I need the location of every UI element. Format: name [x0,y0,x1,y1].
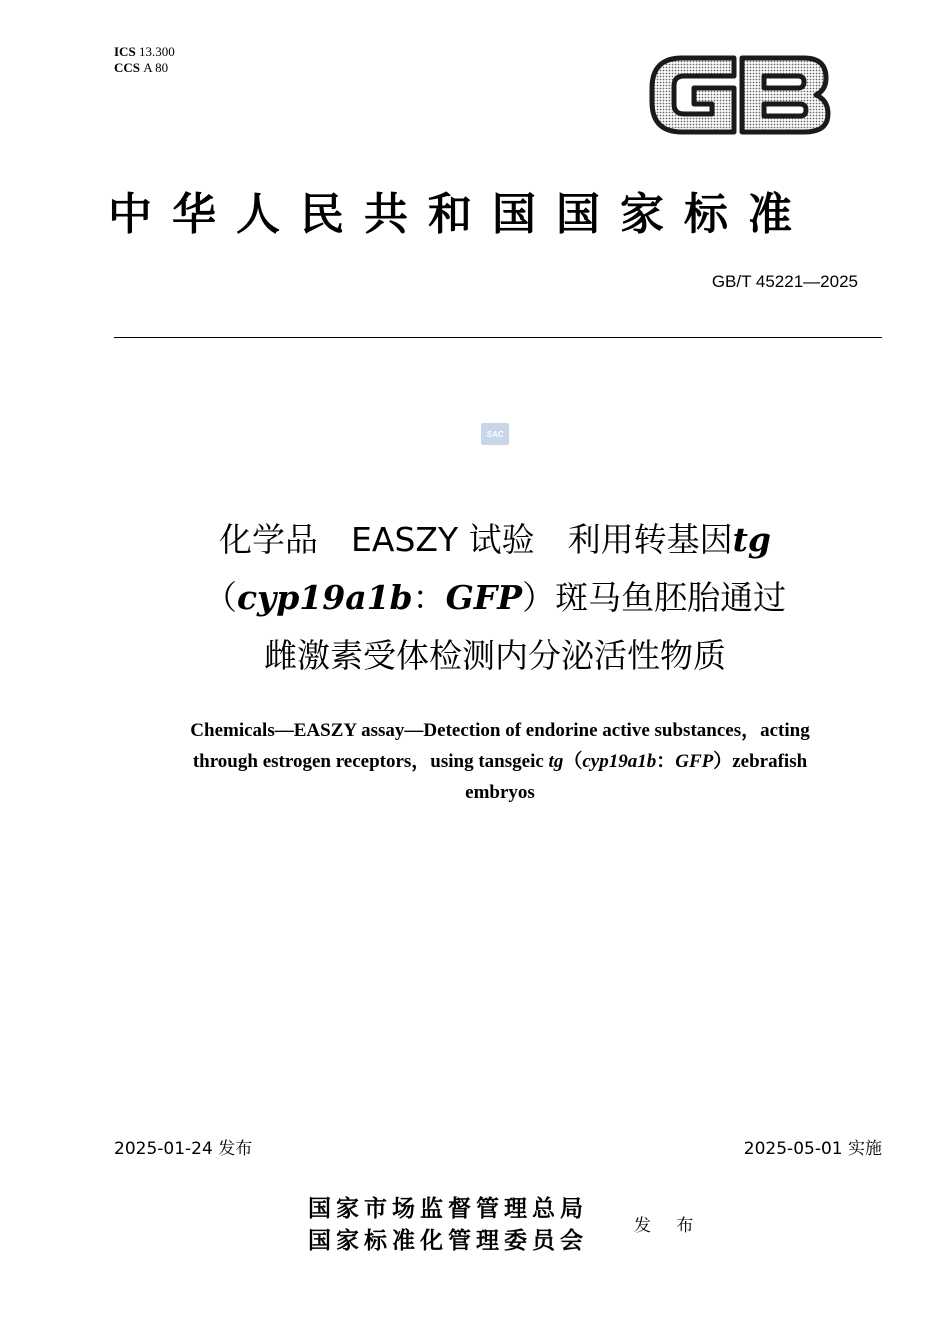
header-divider [114,337,882,338]
sac-watermark-icon [481,423,509,445]
en-title-line-2: through estrogen receptors，using tansgeic tg（cyp19a1b：GFP）zebrafish [192,751,808,772]
implement-date: 2025-05-01 实施 [743,1139,882,1159]
publish-label: 发 布 [634,1216,704,1236]
gb-logo-icon [644,48,832,142]
issue-date: 2025-01-24 发布 [114,1139,253,1159]
en-title-line-3: embryos [465,782,535,803]
ics-ccs-block [114,44,175,76]
en-title-line-1: Chemicals—EASZY assay—Detection of endorine active substances，acting [190,720,810,741]
issuer-sac: 国家标准化管理委员会 [308,1227,588,1254]
cn-title-line-1: 化学品 EASZY 试验 利用转基因tg [219,520,771,559]
ccs-line: CCS A 80 [114,60,169,75]
standard-number: GB/T 45221—2025 [711,272,858,291]
ics-line: ICS 13.300 [114,44,175,59]
cn-title-line-3: 雌激素受体检测内分泌活性物质 [264,636,726,675]
cn-title-line-2: （cyp19a1b：GFP）斑马鱼胚胎通过 [203,578,787,617]
issuer-samr: 国家市场监督管理总局 [308,1195,588,1222]
standard-title: 中华人民共和国国家标准 [108,189,812,240]
sac-watermark-text: SAC [486,430,504,439]
